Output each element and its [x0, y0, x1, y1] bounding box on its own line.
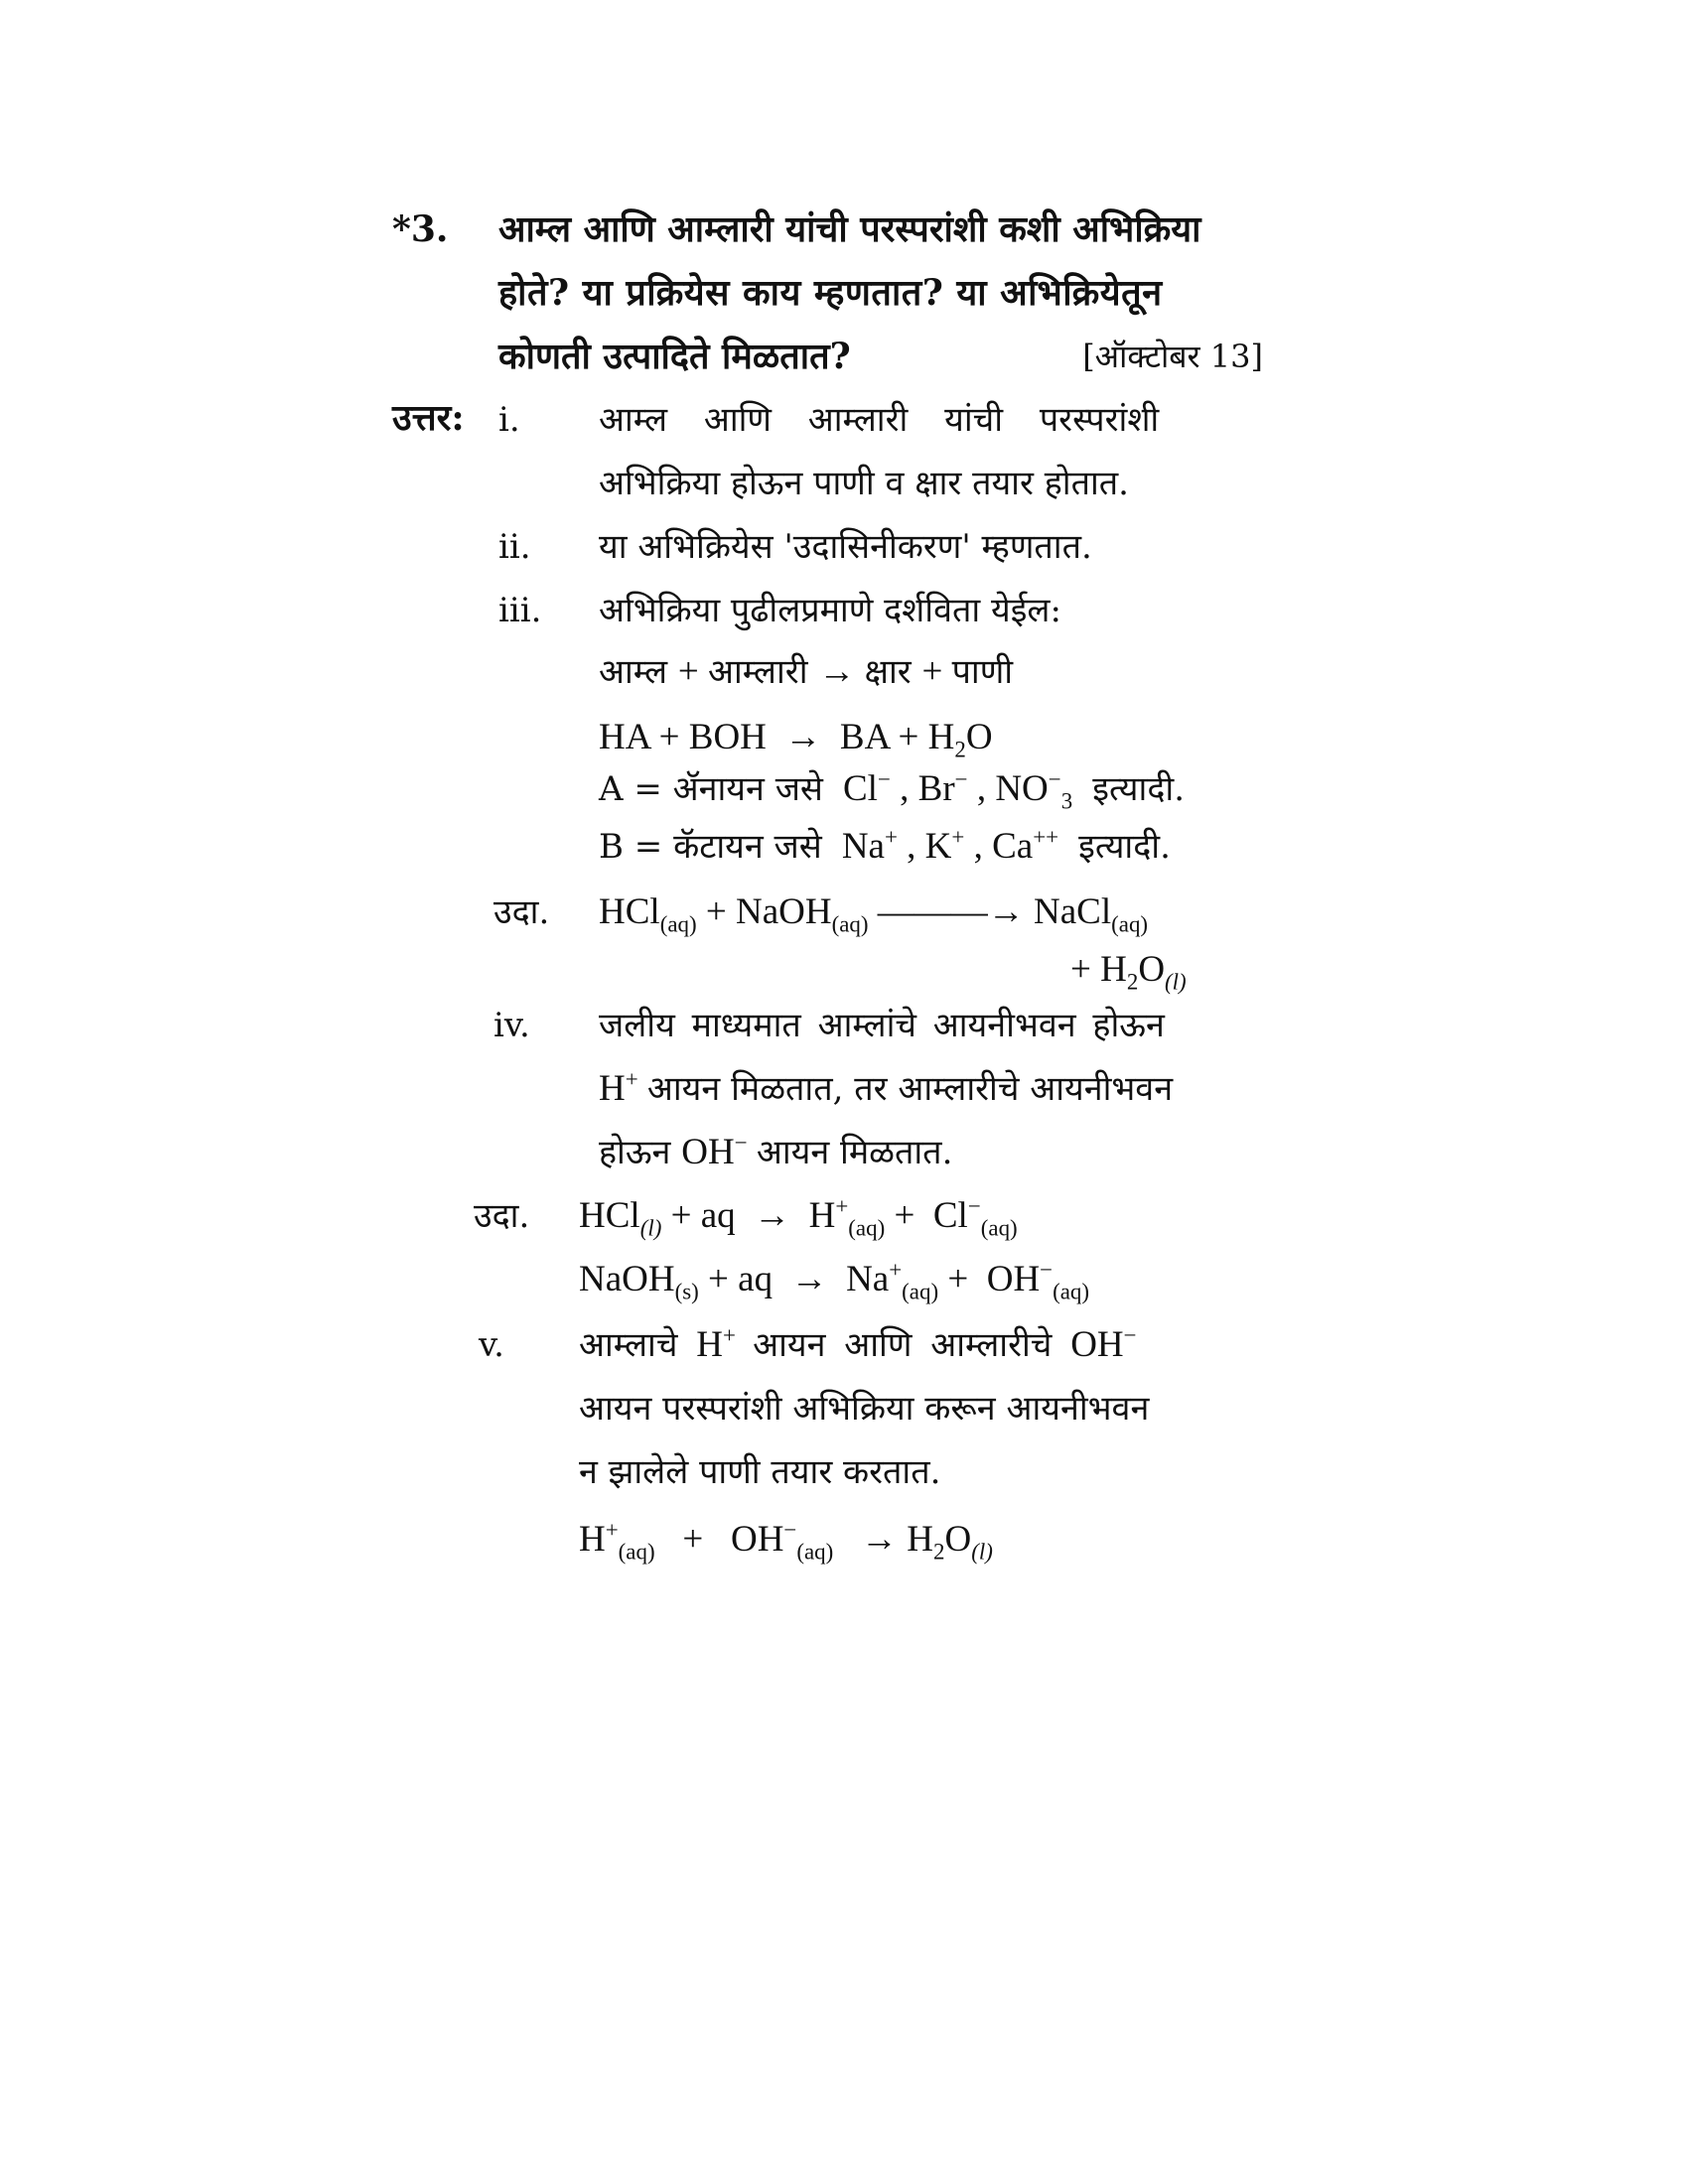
- point-v-line-1-b: आयन आणि आम्लारीचे: [753, 1325, 1053, 1365]
- example-2-equation-1: HCl$_{(l)}$ + aq → $H^+_{(aq)} + Cl^-_{(aq)}$: [579, 1193, 1018, 1241]
- point-iv-line-3: होऊन OH− आयन मिळतात.: [599, 1130, 953, 1172]
- example-1-equation: HCl$_{(aq)}$ + NaOH$_{(aq)}$ ———→ NaCl$_{(aq)}$: [599, 891, 1149, 937]
- cation-line: [599, 826, 1171, 868]
- word-base: आम्लारी: [707, 652, 808, 692]
- word-salt: क्षार: [864, 652, 912, 692]
- cation-suffix: इत्यादी.: [1078, 827, 1171, 867]
- anion-suffix: इत्यादी.: [1092, 769, 1185, 809]
- point-v-marker: v.: [479, 1325, 504, 1365]
- question-line-3: [498, 336, 1263, 377]
- point-i-marker: i.: [498, 400, 520, 440]
- question-line-3-text: कोणती उत्पादिते मिळतात?: [498, 336, 851, 377]
- example-1-label: उदा.: [493, 892, 550, 932]
- general-equation: HA + BOH → BA + $H_2O$: [599, 717, 993, 762]
- example-1-equation-cont: + $H_2O_{(l)}$: [1070, 949, 1187, 995]
- answer-label: उत्तर:: [392, 397, 465, 439]
- point-i-line-2: अभिक्रिया होऊन पाणी व क्षार तयार होतात.: [599, 464, 1129, 503]
- point-i-line-1: आम्ल आणि आम्लारी यांची परस्परांशी: [599, 400, 1160, 440]
- point-v-line-3: न झालेले पाणी तयार करतात.: [579, 1452, 941, 1492]
- point-iii-line-1: अभिक्रिया पुढीलप्रमाणे दर्शविता येईल:: [599, 591, 1061, 630]
- point-v-line-1-a: आम्लाचे: [579, 1325, 678, 1365]
- question-line-1: [498, 208, 1263, 250]
- point-iv-line-2: H+ आयन मिळतात, तर आम्लारीचे आयनीभवन: [599, 1066, 1174, 1109]
- question-reference: [ऑक्टोबर 13]: [1082, 338, 1263, 375]
- anion-prefix: A = ॲनायन जसे: [599, 769, 823, 809]
- point-ii-marker: ii.: [498, 527, 531, 567]
- anion-line: [599, 766, 1185, 814]
- point-iii-marker: iii.: [498, 591, 542, 630]
- cation-examples: Na+ , K+ , Ca++: [832, 824, 1059, 867]
- point-iv-marker: iv.: [493, 1006, 530, 1045]
- ionic-equation: $H^+_{(aq)} + OH^-_{(aq)} \to H_2O_{(l)}$: [579, 1517, 993, 1565]
- word-water: पाणी: [951, 652, 1014, 692]
- point-v-line-1: आम्लाचे H+ आयन आणि आम्लारीचे OH−: [579, 1322, 1137, 1365]
- word-acid: आम्ल: [599, 652, 668, 692]
- question-number: *3.: [392, 208, 449, 250]
- anion-examples: Cl− , Br− , $NO^-_3$: [833, 766, 1073, 814]
- point-iv-line-3-b: आयन मिळतात.: [756, 1133, 953, 1172]
- question-line-2: [498, 272, 1263, 314]
- point-ii-line-1: या अभिक्रियेस 'उदासिनीकरण' म्हणतात.: [599, 527, 1092, 567]
- point-iv-line-1: जलीय माध्यमात आम्लांचे आयनीभवन होऊन: [599, 1006, 1165, 1045]
- point-iv-line-2-text: आयन मिळतात, तर आम्लारीचे आयनीभवन: [646, 1069, 1174, 1109]
- question-line-1-text: आम्ल आणि आम्लारी यांची परस्परांशी कशी अभिक्रिया: [498, 208, 1201, 250]
- cation-prefix: B = कॅटायन जसे: [599, 827, 822, 867]
- question-line-2-text: होते? या प्रक्रियेस काय म्हणतात? या अभिक्रियेतून: [498, 272, 1163, 314]
- example-2-equation-2: NaOH$_{(s)}$ + aq → $Na^+_{(aq)} + OH^-_{(aq)}$: [579, 1257, 1090, 1304]
- word-equation: आम्ल + आम्लारी → क्षार + पाणी: [599, 651, 1014, 692]
- example-2-label: उदा.: [474, 1196, 530, 1236]
- point-v-line-2: आयन परस्परांशी अभिक्रिया करून आयनीभवन: [579, 1389, 1150, 1429]
- point-iv-line-3-a: होऊन: [599, 1133, 671, 1172]
